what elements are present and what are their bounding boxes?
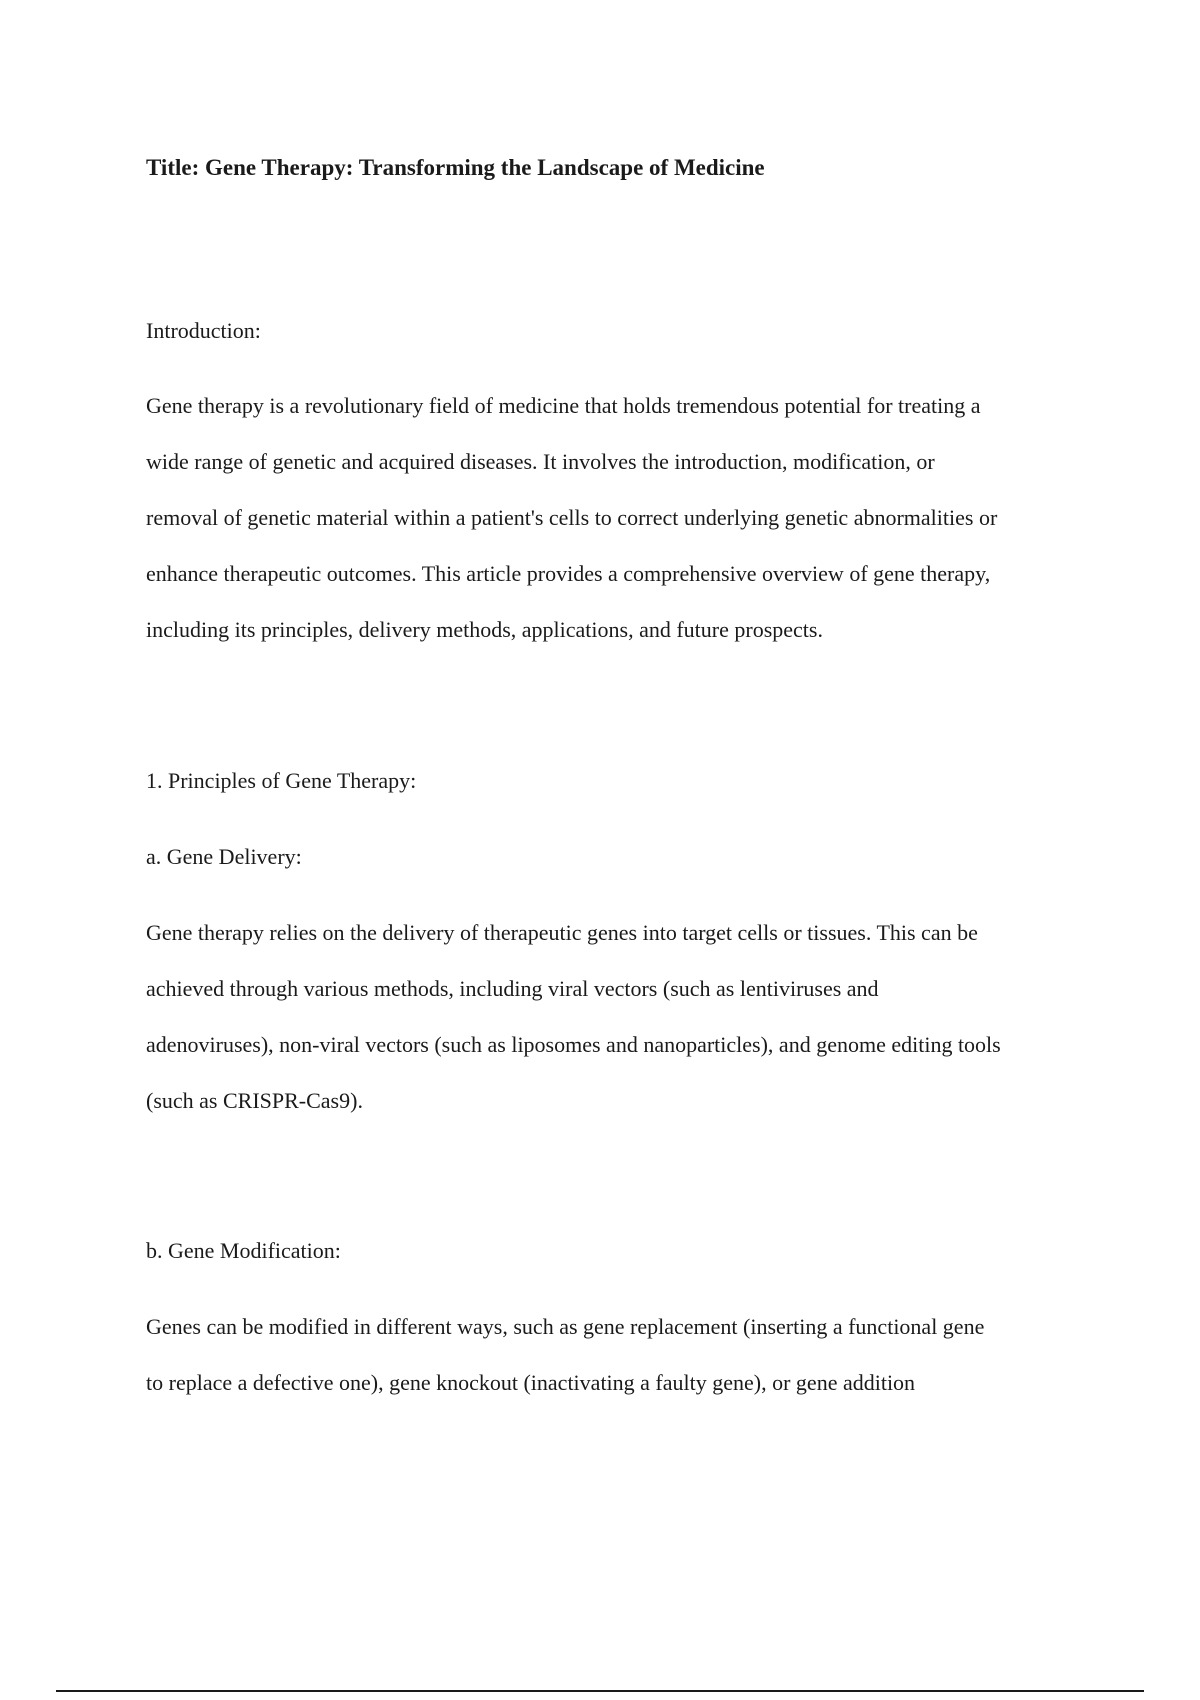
- document-title: Title: Gene Therapy: Transforming the Landscape of Medicine: [146, 155, 765, 180]
- intro-line: enhance therapeutic outcomes. This article provides a comprehensive overview of gene therapy,: [146, 561, 991, 586]
- subsection-a-line: adenoviruses), non-viral vectors (such as liposomes and nanoparticles), and genome editing tools: [146, 1032, 1001, 1057]
- intro-line: Gene therapy is a revolutionary field of medicine that holds tremendous potential for treating a: [146, 393, 981, 418]
- subsection-a-line: achieved through various methods, including viral vectors (such as lentiviruses and: [146, 976, 879, 1001]
- intro-line: removal of genetic material within a patient's cells to correct underlying genetic abnormalities or: [146, 505, 998, 530]
- subsection-b-heading: b. Gene Modification:: [146, 1238, 341, 1263]
- intro-heading: Introduction:: [146, 318, 261, 343]
- section-1-heading: 1. Principles of Gene Therapy:: [146, 768, 417, 793]
- page-bottom-divider: [56, 1690, 1144, 1692]
- intro-line: wide range of genetic and acquired diseases. It involves the introduction, modification, or: [146, 449, 935, 474]
- intro-line: including its principles, delivery methods, applications, and future prospects.: [146, 617, 823, 642]
- subsection-a-heading: a. Gene Delivery:: [146, 844, 302, 869]
- subsection-b-line: to replace a defective one), gene knockout (inactivating a faulty gene), or gene addition: [146, 1370, 916, 1395]
- subsection-a-line: (such as CRISPR-Cas9).: [146, 1088, 363, 1113]
- subsection-b-line: Genes can be modified in different ways, such as gene replacement (inserting a functional gene: [146, 1314, 985, 1339]
- subsection-a-line: Gene therapy relies on the delivery of therapeutic genes into target cells or tissues. This can be: [146, 920, 978, 945]
